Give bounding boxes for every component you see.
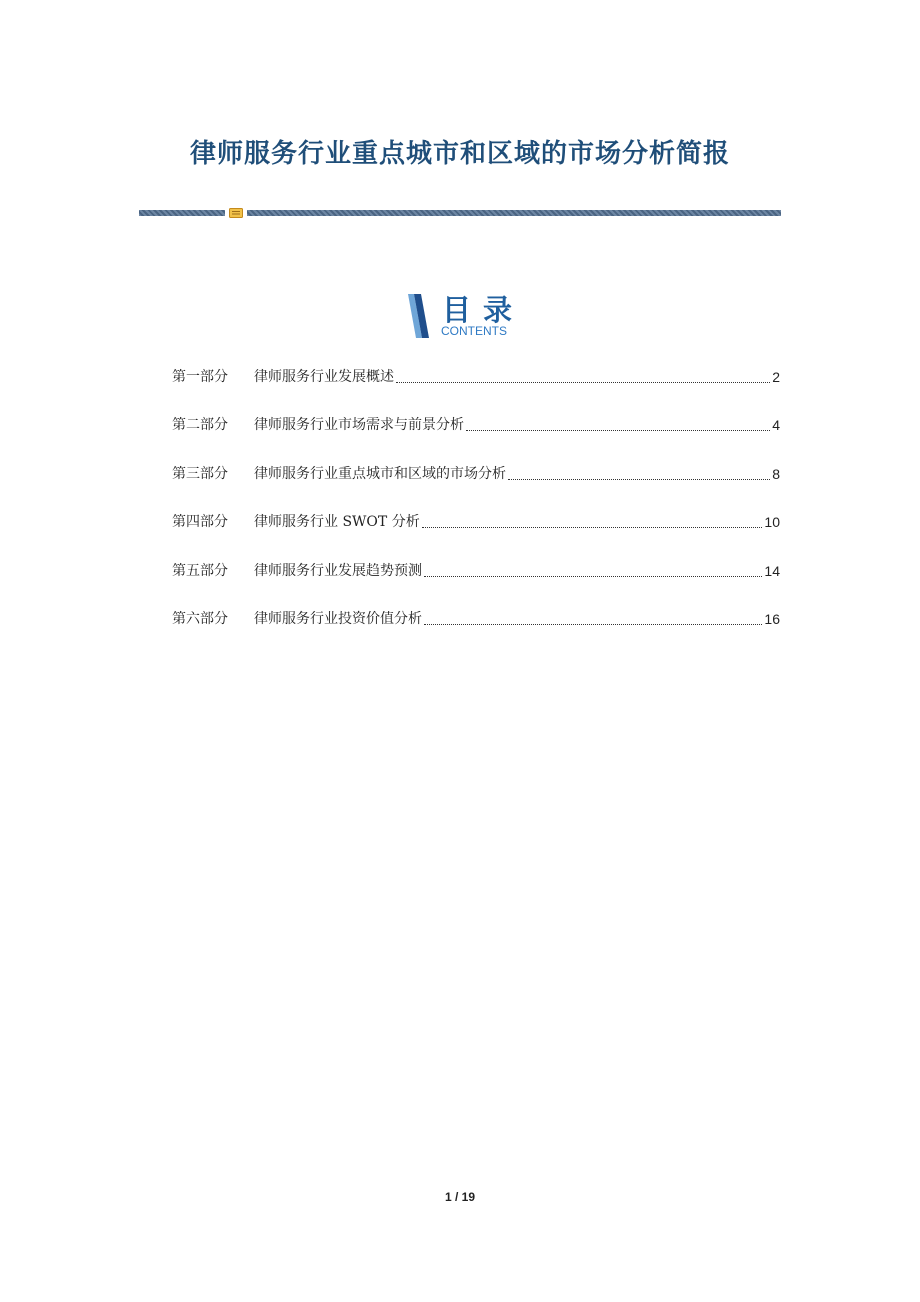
toc-dot-leader xyxy=(396,366,770,388)
toc-entry-part: 第六部分 xyxy=(172,610,228,627)
page-number: 1 / 19 xyxy=(444,1190,476,1204)
toc-entry-page: 10 xyxy=(764,514,780,531)
toc-entry-title: 律师服务行业市场需求与前景分析 xyxy=(254,417,464,434)
toc-subheading: CONTENTS xyxy=(441,324,507,338)
toc-dot-leader xyxy=(424,608,762,630)
toc-entry-title: 律师服务行业发展概述 xyxy=(254,369,394,385)
toc-entry-title: 律师服务行业投资价值分析 xyxy=(254,610,422,627)
toc-entry-part: 第五部分 xyxy=(172,562,228,579)
slash-mark-icon xyxy=(408,294,430,338)
toc-entry-page: 2 xyxy=(772,369,780,385)
toc-entry-4[interactable] xyxy=(172,511,780,559)
title-divider xyxy=(139,208,781,218)
toc-entry-page: 8 xyxy=(772,465,780,482)
toc-entry-title: 律师服务行业 SWOT 分析 xyxy=(254,514,420,531)
toc-entry-part: 第一部分 xyxy=(172,369,228,385)
toc-dot-leader xyxy=(508,463,770,485)
toc-entry-part: 第四部分 xyxy=(172,514,228,531)
divider-bar-right xyxy=(247,210,781,216)
toc-entry-title: 律师服务行业发展趋势预测 xyxy=(254,562,422,579)
toc-entry-page: 14 xyxy=(764,562,780,579)
toc-entry-5[interactable] xyxy=(172,560,780,608)
toc-dot-leader xyxy=(422,511,763,533)
toc-dot-leader xyxy=(424,560,762,582)
toc-entry-page: 4 xyxy=(772,417,780,434)
toc-entry-6[interactable] xyxy=(172,608,780,656)
toc-entry-1[interactable] xyxy=(172,366,780,414)
table-of-contents xyxy=(172,366,780,656)
toc-entry-2[interactable] xyxy=(172,414,780,462)
book-icon xyxy=(229,208,243,218)
toc-entry-title: 律师服务行业重点城市和区域的市场分析 xyxy=(254,465,506,482)
toc-entry-part: 第二部分 xyxy=(172,417,228,434)
document-title: 律师服务行业重点城市和区域的市场分析简报 xyxy=(189,139,730,170)
toc-heading: 目录 xyxy=(442,293,525,327)
divider-bar-left xyxy=(139,210,225,216)
toc-entry-3[interactable] xyxy=(172,463,780,511)
toc-header xyxy=(408,294,528,340)
toc-dot-leader xyxy=(466,414,770,436)
toc-entry-page: 16 xyxy=(764,610,780,627)
toc-entry-part: 第三部分 xyxy=(172,465,228,482)
